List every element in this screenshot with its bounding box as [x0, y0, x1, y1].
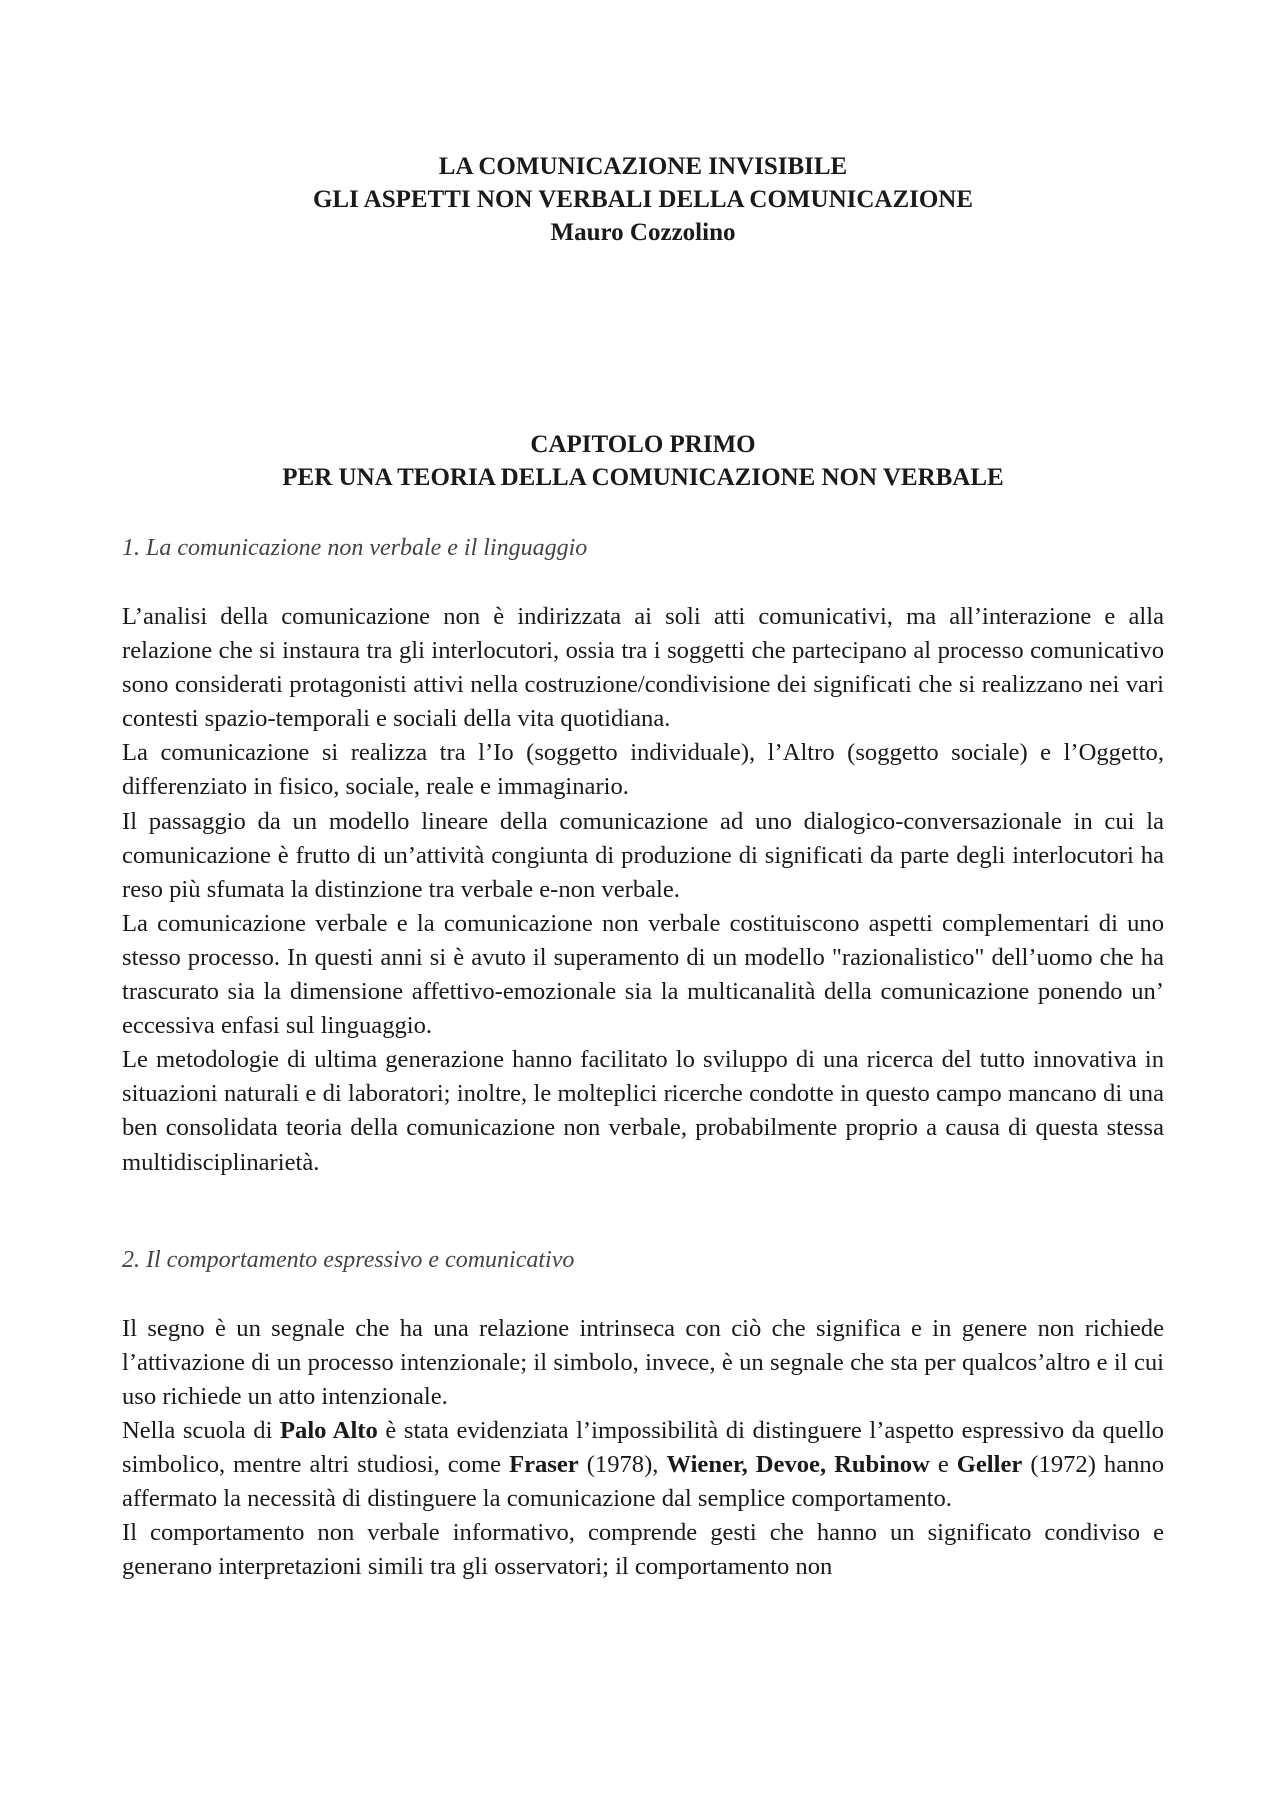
- bold-name-palo-alto: Palo Alto: [280, 1416, 378, 1444]
- bold-name-wiener-devoe-rubinow: Wiener, Devoe, Rubinow: [666, 1450, 930, 1478]
- book-title-line2: GLI ASPETTI NON VERBALI DELLA COMUNICAZIONE: [312, 186, 974, 213]
- paragraph: Il segno è un segnale che ha una relazione intrinseca con ciò che significa e in genere non richiede l’attivazione di un processo intenzionale; il simbolo, invece, è un segnale che sta per qualcos’altro e il cui uso richiede un atto intenzionale.: [122, 1314, 1164, 1410]
- paragraph: Le metodologie di ultima generazione hanno facilitato lo sviluppo di una ricerca del tutto innovativa in situazioni naturali e di laboratori; inoltre, le molteplici ricerche condotte in questo campo mancano di una ben consolidata teoria della comunicazione non verbale, probabilmente proprio a causa di questa stessa multidisciplinarietà.: [122, 1046, 1164, 1176]
- chapter-heading-block: [122, 428, 1164, 494]
- section-2-body: [122, 1312, 1164, 1585]
- paragraph: Il comportamento non verbale informativo, comprende gesti che hanno un significato condiviso e generano interpretazioni simili tra gli osservatori; il comportamento non: [122, 1519, 1164, 1581]
- chapter-label: CAPITOLO PRIMO: [530, 431, 756, 458]
- text-run: e: [929, 1450, 957, 1478]
- author-name: Mauro Cozzolino: [550, 219, 736, 246]
- paragraph-with-names: [122, 1414, 1164, 1516]
- section-1-heading: 1. La comunicazione non verbale e il linguaggio: [122, 535, 588, 561]
- paragraph: Il passaggio da un modello lineare della comunicazione ad uno dialogico-conversazionale in cui la comunicazione è frutto di un’attività congiunta di produzione di significati da parte degli interlocutori ha reso più sfumata la distinzione tra verbale e-non verbale.: [122, 807, 1164, 903]
- book-title-block: [122, 150, 1164, 249]
- text-run: è stata evidenziata l’impossibilità di distinguere l’aspetto espressivo da quello simbolico, mentre altri studiosi, come: [122, 1416, 1164, 1478]
- bold-name-fraser: Fraser: [509, 1450, 579, 1478]
- text-run: Nella scuola di: [122, 1416, 280, 1444]
- section-1-body: [122, 600, 1164, 1180]
- paragraph: La comunicazione verbale e la comunicazione non verbale costituiscono aspetti complementari di uno stesso processo. In questi anni si è avuto il superamento di un modello "razionalistico" dell’uomo che ha trascurato sia la dimensione affettivo-emozionale sia la multicanalità della comunicazione ponendo un’ eccessiva enfasi sul linguaggio.: [122, 909, 1164, 1040]
- text-run: (1972) hanno affermato la necessità di distinguere la comunicazione dal semplice comportamento.: [122, 1450, 1165, 1513]
- section-2-heading: 2. Il comportamento espressivo e comunicativo: [122, 1246, 575, 1273]
- chapter-title: PER UNA TEORIA DELLA COMUNICAZIONE NON VERBALE: [282, 464, 1004, 491]
- paragraph: La comunicazione si realizza tra l’Io (soggetto individuale), l’Altro (soggetto sociale) e l’Oggetto, differenziato in fisico, sociale, reale e immaginario.: [122, 739, 1164, 801]
- document-page: [122, 150, 1164, 1584]
- bold-name-geller: Geller: [956, 1450, 1023, 1478]
- paragraph: L’analisi della comunicazione non è indirizzata ai soli atti comunicativi, ma all’interazione e alla relazione che si instaura tra gli interlocutori, ossia tra i soggetti che partecipano al processo comunicativo sono considerati protagonisti attivi nella costruzione/condivisione dei significati che si realizzano nei vari contesti spazio-temporali e sociali della vita quotidiana.: [122, 603, 1164, 733]
- text-run: (1978),: [578, 1450, 667, 1478]
- book-title-line1: LA COMUNICAZIONE INVISIBILE: [438, 153, 848, 180]
